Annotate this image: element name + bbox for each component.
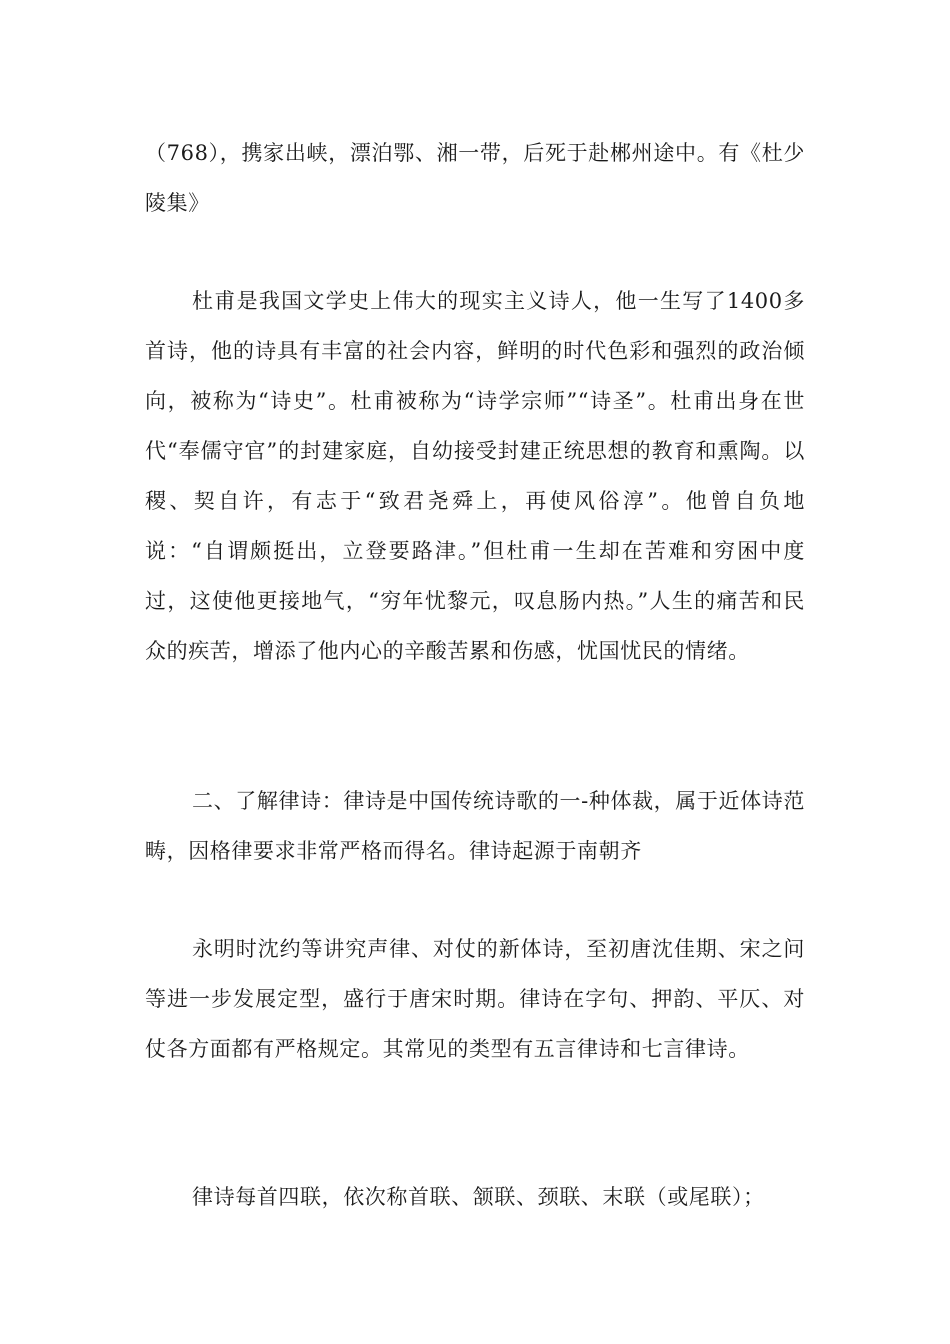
paragraph-regulated-verse-history: 永明时沈约等讲究声律、对仗的新体诗，至初唐沈佳期、宋之问等进一步发展定型，盛行于唐宋时期。律诗在字句、押韵、平仄、对仗各方面都有严格规定。其常见的类型有五言律诗和七言律诗。 (145, 937, 805, 1061)
paragraph-regulated-verse-structure: 律诗每首四联，依次称首联、颔联、颈联、末联（或尾联）； (192, 1185, 765, 1209)
paragraph-du-fu-intro: 杜甫是我国文学史上伟大的现实主义诗人，他一生写了1400多首诗，他的诗具有丰富的社会内容，鲜明的时代色彩和强烈的政治倾向，被称为“诗史”。杜甫被称为“诗学宗师”“诗圣”。杜甫出身在世代“奉儒守官”的封建家庭，自幼接受封建正统思想的教育和熏陶。以稷、契自许，有志于“致君尧舜上，再使风俗淳”。他曾自负地说：“自谓颇挺出，立登要路津。”但杜甫一生却在苦难和穷困中度过，这使他更接地气，“穷年忧黎元，叹息肠内热。”人生的痛苦和民众的疾苦，增添了他内心的辛酸苦累和伤感，忧国忧民的情绪。 (145, 289, 805, 663)
paragraph-continuation: （768），携家出峡，漂泊鄂、湘一带，后死于赴郴州途中。有《杜少陵集》 (145, 141, 805, 215)
paragraph-regulated-verse-heading: 二、了解律诗：律诗是中国传统诗歌的一-种体裁，属于近体诗范畴，因格律要求非常严格而得名。律诗起源于南朝齐 (145, 789, 805, 863)
